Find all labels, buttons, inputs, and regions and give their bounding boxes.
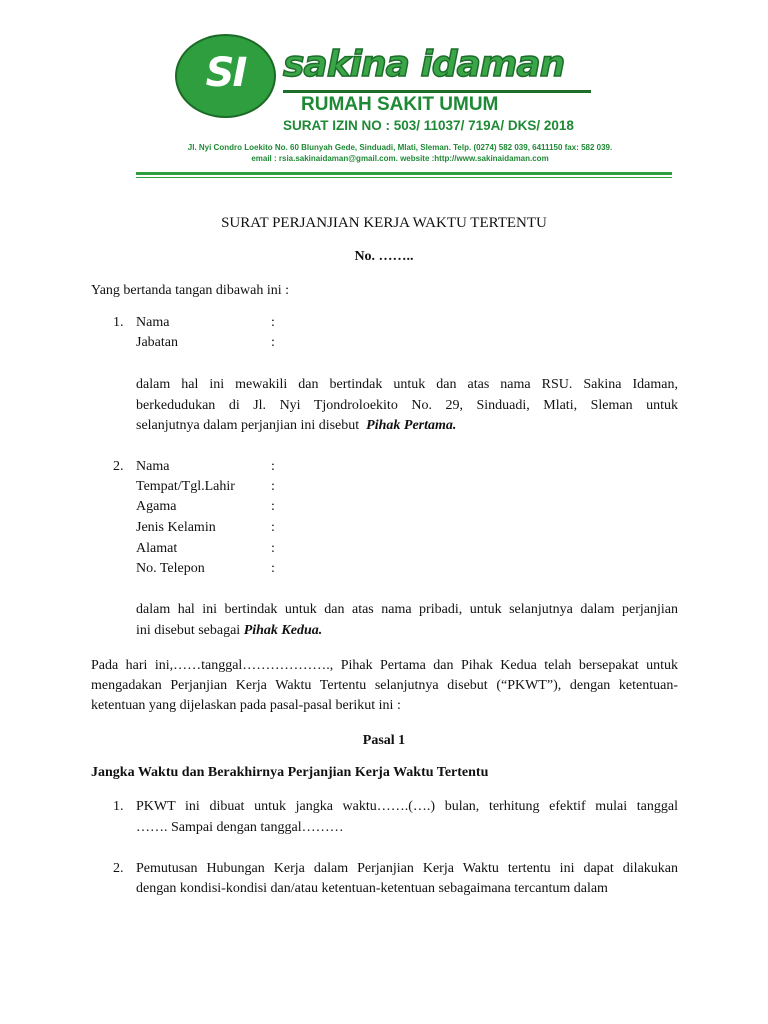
party2-number: 2. (113, 459, 124, 474)
party2-name-label: Nama (136, 459, 170, 474)
letterhead-divider (136, 172, 672, 175)
party1-number: 1. (113, 315, 124, 330)
party1-desc-line2: berkedudukan di Jl. Nyi Tjondroloekito No. 29, Sinduadi, Mlati, Sleman untuk (136, 398, 678, 413)
party1-position-label: Jabatan (136, 335, 178, 350)
party1-desc-line1: dalam hal ini mewakili dan bertindak untuk dan atas nama RSU. Sakina Idaman, (136, 377, 678, 392)
party1-desc-text: selanjutnya dalam perjanjian ini disebut (136, 418, 360, 433)
hospital-logo (175, 34, 276, 118)
letterhead-divider-thin (136, 177, 672, 178)
party1-desc-line3 (136, 416, 678, 436)
party1-role: Pihak Pertama. (366, 418, 457, 433)
party2-birth-colon: : (271, 479, 275, 494)
contact-line: email : rsia.sakinaidaman@gmail.com. website :http://www.sakinaidaman.com (251, 154, 549, 163)
party2-address-label: Alamat (136, 541, 178, 556)
document-number: No. …….. (354, 249, 414, 264)
address-line: Jl. Nyi Condro Loekito No. 60 Blunyah Gede, Sinduadi, Mlati, Sleman. Telp. (0274) 582 039, 6411150 fax: 582 039. (187, 143, 613, 152)
brand-name: sakina idaman (283, 44, 565, 85)
party2-role: Pihak Kedua. (243, 623, 323, 638)
party2-desc-line1: dalam hal ini bertindak untuk dan atas nama pribadi, untuk selanjutnya dalam perjanjian (136, 602, 678, 617)
party1-name-label: Nama (136, 315, 170, 330)
pasal1-item1-line2: ……. Sampai dengan tanggal……… (136, 820, 344, 835)
party2-phone-colon: : (271, 561, 275, 576)
pasal1-heading: Jangka Waktu dan Berakhirnya Perjanjian Kerja Waktu Tertentu (91, 765, 489, 780)
party2-name-colon: : (271, 459, 275, 474)
party2-address-colon: : (271, 541, 275, 556)
party2-religion-colon: : (271, 499, 275, 514)
hospital-type: RUMAH SAKIT UMUM (301, 94, 499, 115)
party2-gender-label: Jenis Kelamin (136, 520, 216, 535)
party2-gender-colon: : (271, 520, 275, 535)
brand-underline (283, 90, 591, 93)
pasal1-item2-number: 2. (113, 861, 124, 876)
agreement-line1: Pada hari ini,……tanggal………………., Pihak Pertama dan Pihak Kedua telah bersepakat untuk (91, 658, 678, 673)
party1-position-colon: : (271, 335, 275, 350)
pasal1-item2-line1: Pemutusan Hubungan Kerja dalam Perjanjian Kerja Waktu tertentu ini dapat dilakukan (136, 861, 678, 876)
logo-text: SI (205, 50, 246, 96)
party2-desc-line2 (136, 621, 678, 641)
pasal1-item1-line1: PKWT ini dibuat untuk jangka waktu…….(….) bulan, terhitung efektif mulai tanggal (136, 799, 678, 814)
party2-religion-label: Agama (136, 499, 177, 514)
party2-phone-label: No. Telepon (136, 561, 205, 576)
permit-number: SURAT IZIN NO : 503/ 11037/ 719A/ DKS/ 2018 (283, 118, 574, 133)
party1-name-colon: : (271, 315, 275, 330)
agreement-line3: ketentuan yang dijelaskan pada pasal-pasal berikut ini : (91, 698, 401, 713)
agreement-line2: mengadakan Perjanjian Kerja Waktu Tertentu selanjutnya disebut (“PKWT”), dengan ketentuan- (91, 678, 678, 693)
pasal1-title: Pasal 1 (362, 733, 406, 748)
document-title: SURAT PERJANJIAN KERJA WAKTU TERTENTU (221, 215, 547, 231)
party2-desc-text: ini disebut sebagai (136, 623, 241, 638)
pasal1-item2-line2: dengan kondisi-kondisi dan/atau ketentuan-ketentuan sebagaimana tercantum dalam (136, 881, 608, 896)
pasal1-item1-number: 1. (113, 799, 124, 814)
party2-birth-label: Tempat/Tgl.Lahir (136, 479, 235, 494)
opening-text: Yang bertanda tangan dibawah ini : (91, 283, 290, 298)
